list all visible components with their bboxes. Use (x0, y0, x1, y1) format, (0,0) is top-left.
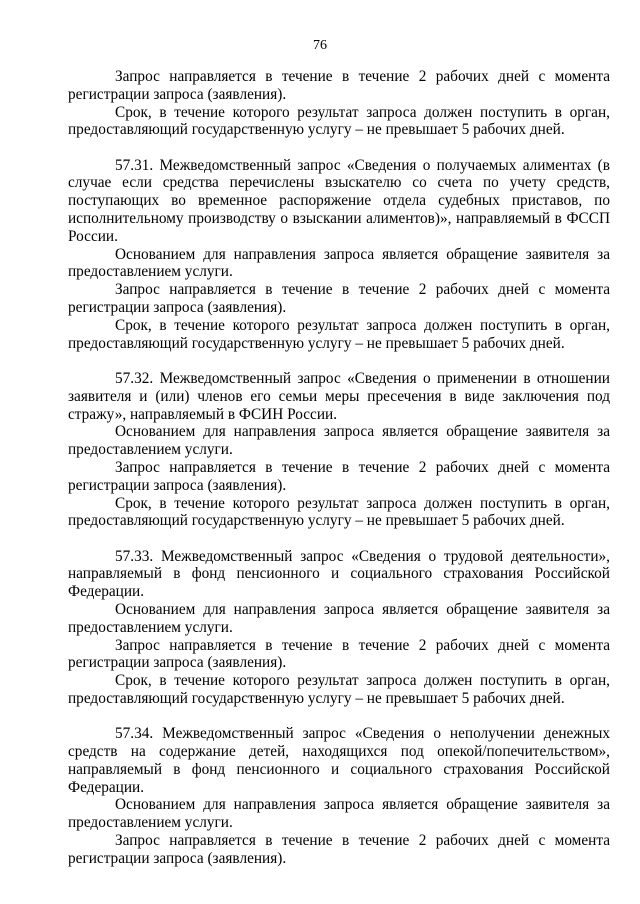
paragraph: Запрос направляется в течение в течение 2 рабочих дней с момента регистрации запроса (заявления). (68, 281, 610, 317)
document-section (68, 548, 610, 708)
document-section (68, 370, 610, 530)
paragraph: Основанием для направления запроса является обращение заявителя за предоставлением услуги. (68, 601, 610, 636)
paragraph: Основанием для направления запроса является обращение заявителя за предоставлением услуги. (68, 245, 610, 281)
paragraph: 57.32. Межведомственный запрос «Сведения о применении в отношении заявителя и (или) членов его семьи меры пресечения в виде заключения под стражу», направляемый в ФСИН России. (68, 369, 610, 423)
paragraph: Срок, в течение которого результат запроса должен поступить в орган, предоставляющий государственную услугу – не превышает 5 рабочих дней. (68, 494, 610, 530)
paragraph: Запрос направляется в течение в течение 2 рабочих дней с момента регистрации запроса (заявления). (68, 832, 610, 867)
document-section (68, 725, 610, 867)
paragraph: Запрос направляется в течение в течение 2 рабочих дней с момента регистрации запроса (заявления). (68, 68, 610, 103)
paragraph: Срок, в течение которого результат запроса должен поступить в орган, предоставляющий государственную услугу – не превышает 5 рабочих дней. (68, 672, 610, 707)
paragraph: Срок, в течение которого результат запроса должен поступить в орган, предоставляющий государственную услугу – не превышает 5 рабочих дней. (68, 103, 610, 139)
paragraph: 57.31. Межведомственный запрос «Сведения о получаемых алиментах (в случае если средства перечислены взыскателю со счета по учету средств, поступающих во временное распоряжение отдела судебных приставов, по исполнительному производству о взыскании алиментов)», направляемый в ФССП России. (68, 156, 610, 245)
document-section (68, 68, 610, 139)
paragraph: Основанием для направления запроса является обращение заявителя за предоставлением услуги. (68, 796, 610, 832)
paragraph: Основанием для направления запроса является обращение заявителя за предоставлением услуги. (68, 423, 610, 459)
paragraph: Запрос направляется в течение в течение 2 рабочих дней с момента регистрации запроса (заявления). (68, 458, 610, 494)
page-number: 76 (313, 38, 327, 53)
document-body (68, 68, 610, 868)
document-section (68, 157, 610, 353)
paragraph: Запрос направляется в течение в течение 2 рабочих дней с момента регистрации запроса (заявления). (68, 636, 610, 672)
paragraph: 57.33. Межведомственный запрос «Сведения о трудовой деятельности», направляемый в фонд пенсионного и социального страхования Российской Федерации. (68, 547, 610, 601)
paragraph: Срок, в течение которого результат запроса должен поступить в орган, предоставляющий государственную услугу – не превышает 5 рабочих дней. (68, 316, 610, 352)
paragraph: 57.34. Межведомственный запрос «Сведения о неполучении денежных средств на содержание детей, находящихся под опекой/попечительством», направляемый в фонд пенсионного и социального страхования Российской Федерации. (68, 725, 610, 796)
